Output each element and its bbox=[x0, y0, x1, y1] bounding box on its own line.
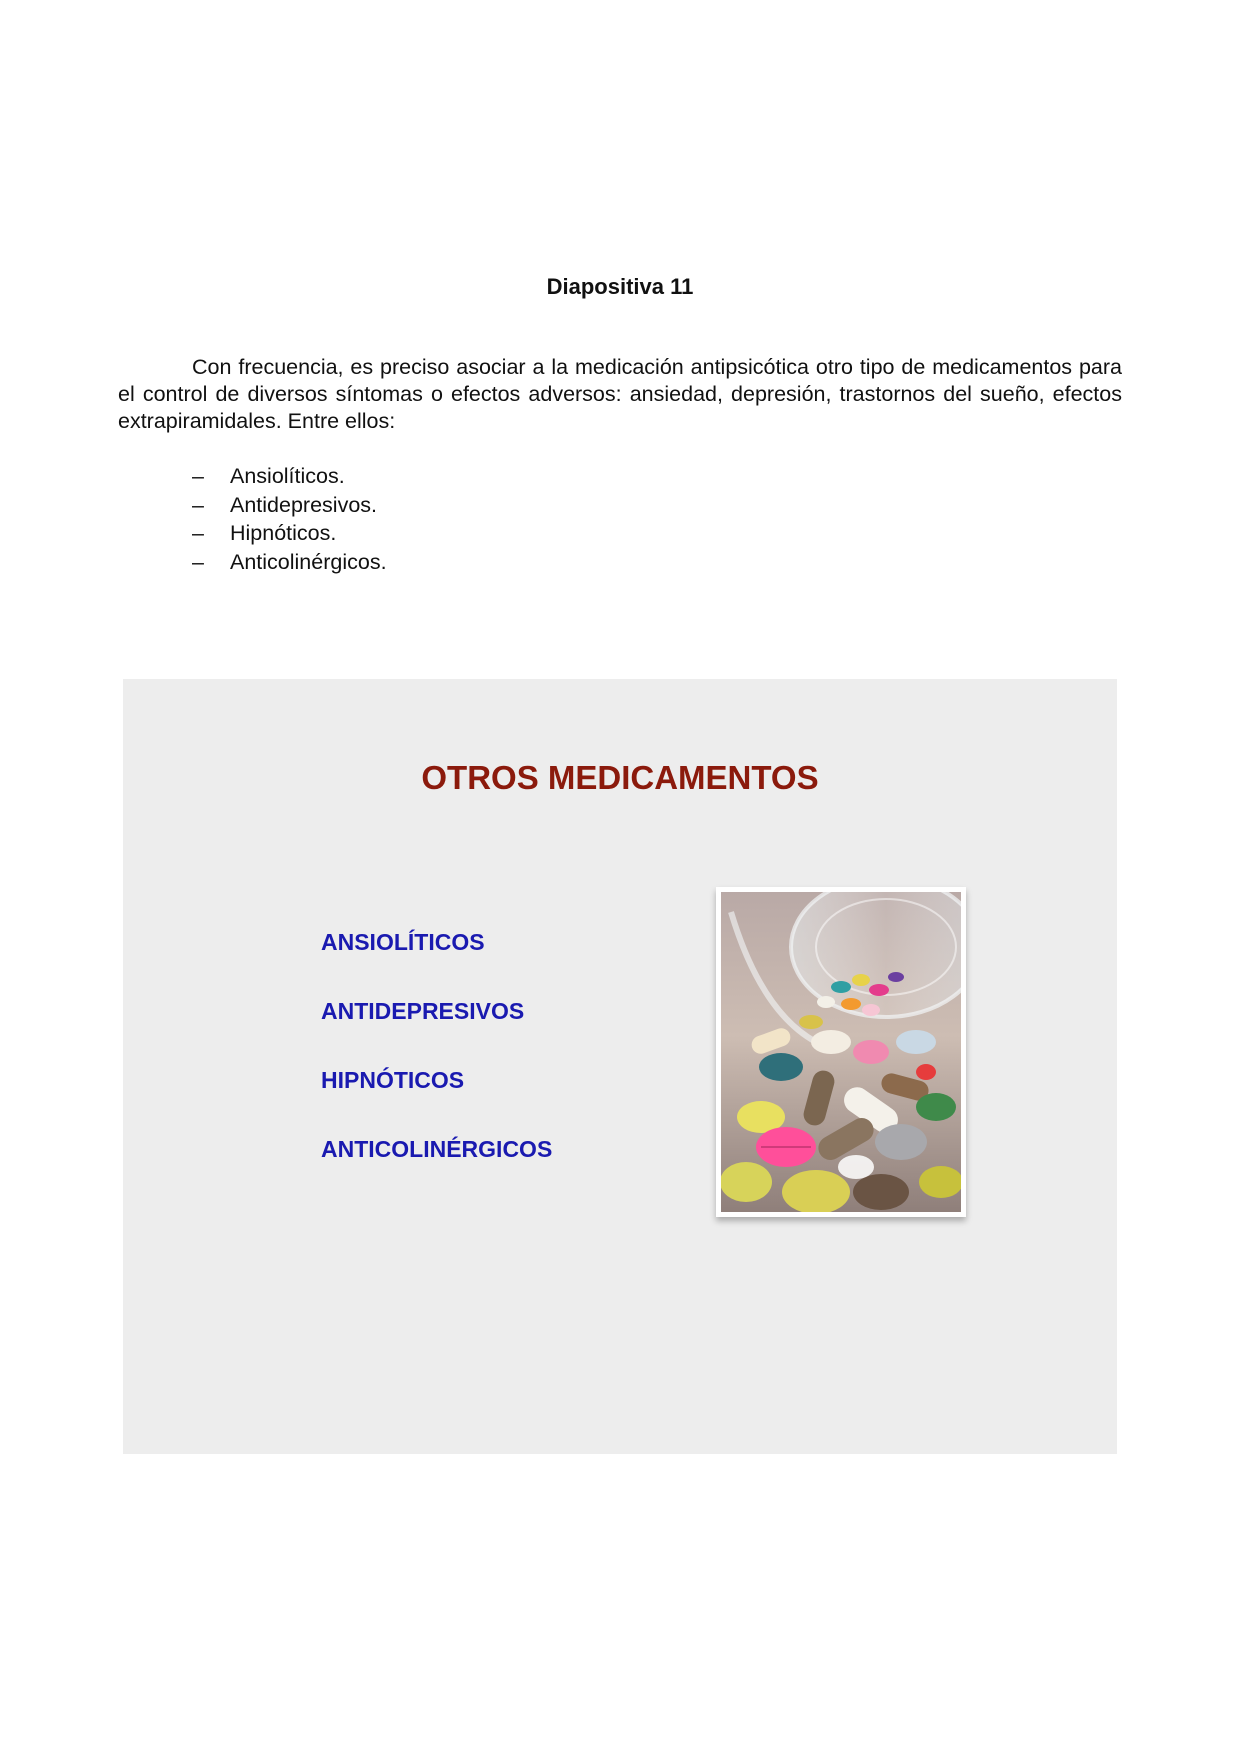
list-item-text: Ansiolíticos. bbox=[230, 464, 345, 488]
pills-jar-image bbox=[721, 892, 961, 1212]
list-item bbox=[192, 519, 387, 548]
list-item-text: Hipnóticos. bbox=[230, 521, 337, 545]
list-item bbox=[192, 462, 387, 491]
list-dash: – bbox=[192, 521, 204, 545]
page-heading: Diapositiva 11 bbox=[546, 274, 694, 299]
medication-list bbox=[192, 462, 387, 576]
pills-photo bbox=[716, 887, 966, 1217]
slide-panel bbox=[123, 679, 1117, 1454]
slide-item: HIPNÓTICOS bbox=[321, 1067, 465, 1093]
list-item-text: Anticolinérgicos. bbox=[230, 549, 387, 574]
list-item bbox=[192, 491, 387, 520]
list-dash: – bbox=[192, 464, 204, 488]
slide-item: ANTIDEPRESIVOS bbox=[321, 998, 525, 1024]
slide-title: OTROS MEDICAMENTOS bbox=[421, 759, 819, 796]
list-item bbox=[192, 548, 387, 577]
intro-paragraph: Con frecuencia, es preciso asociar a la medicación antipsicótica otro tipo de medicamentos para el control de diversos síntomas o efectos adversos: ansiedad, depresión, trastornos del sueño, efectos extrapiramidales. Entre ellos: bbox=[118, 355, 1122, 433]
list-dash: – bbox=[192, 492, 204, 517]
list-dash: – bbox=[192, 549, 204, 574]
list-item-text: Antidepresivos. bbox=[230, 492, 377, 517]
slide-item: ANTICOLINÉRGICOS bbox=[321, 1136, 553, 1162]
slide-item: ANSIOLÍTICOS bbox=[321, 929, 485, 955]
slide-medication-list bbox=[321, 929, 552, 1205]
